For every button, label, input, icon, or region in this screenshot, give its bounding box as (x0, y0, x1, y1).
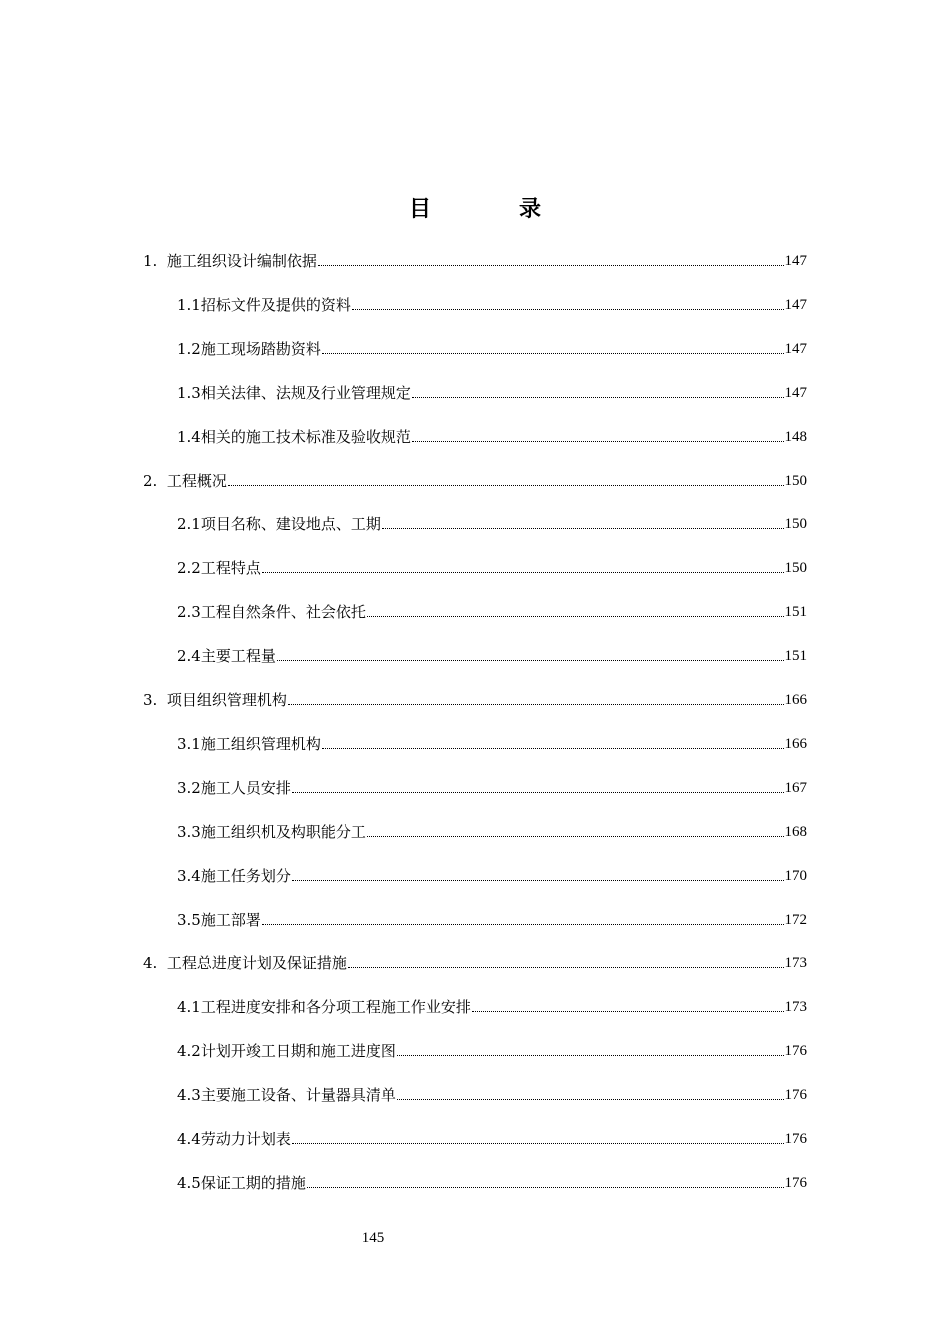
toc-entry-page: 168 (784, 823, 807, 840)
toc-entry-page: 176 (784, 1087, 807, 1104)
toc-section-entry[interactable] (177, 860, 807, 886)
toc-section-entry[interactable] (177, 552, 807, 578)
toc-entry-number: 3.3 (177, 822, 201, 841)
toc-entry-page: 170 (784, 867, 807, 884)
toc-dot-leader (397, 1099, 784, 1100)
toc-entry-number: 1.1 (177, 295, 201, 314)
toc-entry-page: 147 (784, 296, 807, 313)
toc-section-entry[interactable] (177, 728, 807, 754)
toc-entry-number: 3.4 (177, 866, 201, 885)
toc-section-entry[interactable] (177, 816, 807, 842)
toc-entry-page: 176 (784, 1174, 807, 1191)
toc-section-entry[interactable] (177, 333, 807, 359)
toc-entry-number: 1. (143, 252, 167, 270)
toc-entry-number: 1.4 (177, 427, 201, 446)
toc-entry-number: 2.3 (177, 603, 201, 622)
toc-entry-number: 1.2 (177, 339, 201, 358)
toc-dot-leader (277, 660, 784, 661)
toc-entry-title: 相关法律、法规及行业管理规定 (200, 383, 411, 402)
toc-entry-page: 176 (784, 1043, 807, 1060)
page-number: 145 (361, 1230, 385, 1246)
toc-title-char-1: 目 (408, 197, 431, 222)
toc-dot-leader (288, 704, 784, 705)
toc-entry-title: 招标文件及提供的资料 (200, 295, 351, 314)
toc-entry-number: 3.5 (177, 910, 201, 929)
toc-entry-number: 2.2 (177, 559, 201, 578)
toc-entry-title: 施工组织设计编制依据 (166, 252, 317, 270)
toc-dot-leader (397, 1055, 784, 1056)
toc-entry-page: 173 (784, 999, 807, 1016)
toc-section-entry[interactable] (177, 596, 807, 622)
toc-dot-leader (322, 748, 784, 749)
toc-section-entry[interactable] (177, 904, 807, 930)
toc-entry-page: 173 (784, 955, 807, 972)
toc-dot-leader (472, 1011, 784, 1012)
toc-entry-page: 147 (784, 384, 807, 401)
toc-section-entry[interactable] (177, 421, 807, 447)
toc-section-entry[interactable] (177, 1079, 807, 1105)
toc-entry-number: 4.5 (177, 1173, 201, 1192)
toc-entry-title: 施工组织管理机构 (200, 734, 321, 753)
toc-entry-number: 3. (143, 691, 167, 709)
toc-entry-title: 工程总进度计划及保证措施 (166, 954, 347, 973)
toc-section-entry[interactable] (177, 1035, 807, 1061)
toc-entry-title: 项目名称、建设地点、工期 (200, 515, 381, 534)
toc-entry-page: 147 (784, 340, 807, 357)
toc-chapter-entry[interactable] (143, 947, 807, 973)
toc-section-entry[interactable] (177, 640, 807, 666)
toc-dot-leader (412, 441, 784, 442)
toc-entry-title: 工程进度安排和各分项工程施工作业安排 (200, 998, 471, 1017)
toc-entry-page: 166 (784, 692, 807, 708)
toc-entry-page: 176 (784, 1131, 807, 1147)
toc-entry-title: 相关的施工技术标准及验收规范 (200, 427, 411, 446)
toc-section-entry[interactable] (177, 1167, 807, 1193)
toc-entry-title: 施工组织机及构职能分工 (200, 822, 366, 841)
toc-section-entry[interactable] (177, 991, 807, 1017)
toc-entry-page: 150 (784, 472, 807, 489)
toc-entry-title: 工程自然条件、社会依托 (200, 603, 366, 622)
toc-section-entry[interactable] (177, 377, 807, 403)
toc-entry-number: 1.3 (177, 383, 201, 402)
toc-chapter-entry[interactable] (143, 245, 807, 271)
toc-section-entry[interactable] (177, 1123, 807, 1149)
toc-entry-page: 147 (784, 253, 807, 269)
toc-entry-title: 施工任务划分 (200, 866, 291, 885)
toc-dot-leader (318, 265, 784, 266)
toc-title (0, 192, 950, 223)
toc-dot-leader (348, 967, 784, 968)
toc-entry-title: 主要工程量 (200, 647, 276, 666)
toc-entry-number: 4.3 (177, 1086, 201, 1105)
toc-entry-title: 保证工期的措施 (200, 1173, 306, 1192)
toc-dot-leader (262, 924, 784, 925)
toc-entry-page: 150 (784, 516, 807, 533)
toc-entry-title: 计划开竣工日期和施工进度图 (200, 1042, 396, 1061)
toc-entry-number: 2.4 (177, 647, 201, 666)
toc-entry-number: 4.4 (177, 1130, 201, 1148)
toc-section-entry[interactable] (177, 289, 807, 315)
toc-chapter-entry[interactable] (143, 684, 807, 710)
toc-dot-leader (262, 572, 784, 573)
toc-dot-leader (292, 792, 784, 793)
toc-entry-number: 4.2 (177, 1042, 201, 1061)
toc-dot-leader (228, 485, 784, 486)
toc-entry-number: 4.1 (177, 998, 201, 1017)
toc-dot-leader (292, 1143, 784, 1144)
toc-dot-leader (307, 1187, 784, 1188)
toc-entry-page: 166 (784, 735, 807, 752)
toc-entry-page: 172 (784, 911, 807, 928)
toc-dot-leader (367, 616, 784, 617)
toc-entry-number: 4. (143, 954, 167, 973)
toc-title-char-2: 录 (519, 197, 542, 222)
toc-entry-page: 167 (784, 779, 807, 796)
toc-entry-title: 项目组织管理机构 (166, 691, 287, 709)
toc-entry-page: 150 (784, 560, 807, 577)
toc-entry-title: 劳动力计划表 (200, 1130, 291, 1148)
toc-dot-leader (322, 353, 784, 354)
toc-dot-leader (412, 397, 784, 398)
toc-dot-leader (352, 309, 784, 310)
toc-section-entry[interactable] (177, 772, 807, 798)
toc-section-entry[interactable] (177, 508, 807, 534)
toc-entry-number: 3.2 (177, 778, 201, 797)
toc-entry-title: 施工人员安排 (200, 778, 291, 797)
toc-entry-title: 主要施工设备、计量器具清单 (200, 1086, 396, 1105)
toc-dot-leader (382, 528, 784, 529)
toc-dot-leader (292, 880, 784, 881)
toc-entry-number: 2. (143, 471, 167, 490)
toc-chapter-entry[interactable] (143, 465, 807, 491)
toc-entry-page: 148 (784, 428, 807, 445)
toc-entry-title: 施工现场踏勘资料 (200, 339, 321, 358)
toc-entry-title: 工程概况 (166, 471, 227, 490)
toc-entry-title: 工程特点 (200, 559, 261, 578)
toc-entry-number: 3.1 (177, 734, 201, 753)
toc-dot-leader (367, 836, 784, 837)
toc-entry-title: 施工部署 (200, 910, 261, 929)
toc-entry-page: 151 (784, 648, 807, 665)
toc-entry-number: 2.1 (177, 515, 201, 534)
toc-entry-page: 151 (784, 604, 807, 621)
